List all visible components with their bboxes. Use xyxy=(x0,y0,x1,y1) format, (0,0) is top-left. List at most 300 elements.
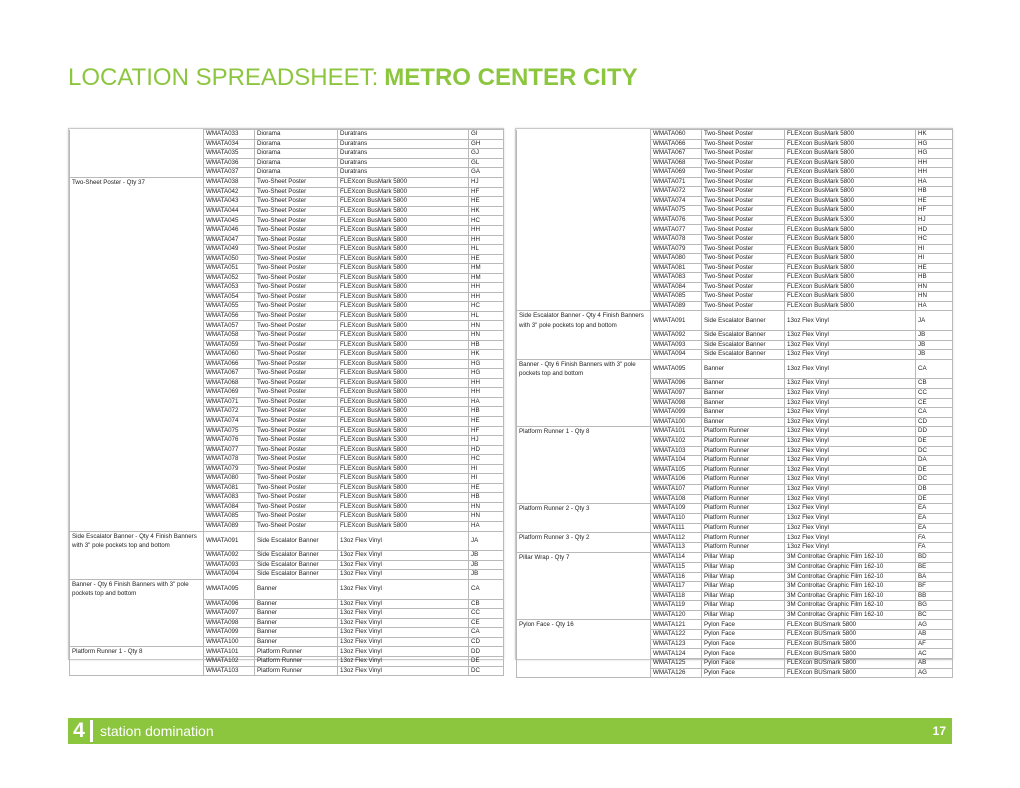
table-row xyxy=(517,484,953,494)
group-cell xyxy=(70,254,204,264)
id-cell: WMATA119 xyxy=(651,601,702,611)
material-cell: FLEXcon BUSmark 5800 xyxy=(785,659,916,669)
type-cell: Two-Sheet Poster xyxy=(255,340,338,350)
table-row xyxy=(70,521,504,531)
id-cell: WMATA060 xyxy=(204,350,255,360)
material-cell: Duratrans xyxy=(338,130,469,140)
group-cell xyxy=(70,149,204,159)
id-cell: WMATA089 xyxy=(204,521,255,531)
id-cell: WMATA120 xyxy=(651,610,702,620)
page-title xyxy=(68,64,638,92)
group-cell xyxy=(70,168,204,178)
type-cell: Two-Sheet Poster xyxy=(255,512,338,522)
type-cell: Platform Runner xyxy=(702,475,785,485)
material-cell: 13oz Flex Vinyl xyxy=(785,331,916,341)
code-cell: JB xyxy=(469,560,504,570)
code-cell: GL xyxy=(469,158,504,168)
group-cell xyxy=(517,187,651,197)
type-cell: Side Escalator Banner xyxy=(255,531,338,551)
group-cell xyxy=(70,521,204,531)
code-cell: HN xyxy=(469,512,504,522)
type-cell: Banner xyxy=(702,379,785,389)
code-cell: HK xyxy=(916,130,953,140)
type-cell: Two-Sheet Poster xyxy=(255,302,338,312)
id-cell: WMATA035 xyxy=(204,149,255,159)
group-cell xyxy=(70,436,204,446)
table-row xyxy=(517,659,953,669)
group-cell: Banner - Qty 6 Finish Banners with 3" pole pockets top and bottom xyxy=(70,579,204,599)
section-number: 4 xyxy=(73,719,85,742)
id-cell: WMATA084 xyxy=(651,282,702,292)
type-cell: Pillar Wrap xyxy=(702,582,785,592)
group-cell xyxy=(70,657,204,667)
type-cell: Banner xyxy=(255,628,338,638)
material-cell: 13oz Flex Vinyl xyxy=(785,340,916,350)
table-row xyxy=(517,254,953,264)
code-cell: BF xyxy=(916,582,953,592)
table-row xyxy=(70,647,504,657)
code-cell: JB xyxy=(916,331,953,341)
group-cell xyxy=(70,158,204,168)
id-cell: WMATA069 xyxy=(651,168,702,178)
code-cell: HA xyxy=(469,521,504,531)
table-row xyxy=(517,523,953,533)
id-cell: WMATA046 xyxy=(204,226,255,236)
type-cell: Diorama xyxy=(255,139,338,149)
code-cell: FA xyxy=(916,543,953,553)
material-cell: 13oz Flex Vinyl xyxy=(785,484,916,494)
id-cell: WMATA083 xyxy=(204,493,255,503)
type-cell: Two-Sheet Poster xyxy=(255,397,338,407)
type-cell: Two-Sheet Poster xyxy=(255,177,338,187)
material-cell: 3M Controltac Graphic Film 162-10 xyxy=(785,601,916,611)
code-cell: BB xyxy=(916,591,953,601)
id-cell: WMATA077 xyxy=(204,445,255,455)
material-cell: FLEXcon BusMark 5800 xyxy=(338,416,469,426)
id-cell: WMATA044 xyxy=(204,206,255,216)
group-cell xyxy=(70,388,204,398)
material-cell: FLEXcon BusMark 5800 xyxy=(338,235,469,245)
id-cell: WMATA123 xyxy=(651,639,702,649)
id-cell: WMATA080 xyxy=(204,474,255,484)
code-cell: HA xyxy=(916,177,953,187)
id-cell: WMATA106 xyxy=(651,475,702,485)
table-row xyxy=(70,599,504,609)
group-cell: Platform Runner 2 - Qty 3 xyxy=(517,504,651,514)
id-cell: WMATA078 xyxy=(204,455,255,465)
id-cell: WMATA037 xyxy=(204,168,255,178)
table-row xyxy=(70,551,504,561)
group-cell xyxy=(70,628,204,638)
table-row xyxy=(517,263,953,273)
group-cell: Platform Runner 1 - Qty 8 xyxy=(70,647,204,657)
code-cell: HM xyxy=(469,273,504,283)
material-cell: FLEXcon BusMark 5800 xyxy=(785,282,916,292)
type-cell: Two-Sheet Poster xyxy=(702,215,785,225)
code-cell: CA xyxy=(469,628,504,638)
id-cell: WMATA072 xyxy=(204,407,255,417)
type-cell: Banner xyxy=(255,618,338,628)
type-cell: Banner xyxy=(255,599,338,609)
group-cell: Two-Sheet Poster - Qty 37 xyxy=(70,177,204,187)
material-cell: FLEXcon BusMark 5800 xyxy=(338,197,469,207)
type-cell: Pillar Wrap xyxy=(702,610,785,620)
section-label: station domination xyxy=(100,723,214,739)
group-cell xyxy=(517,514,651,524)
group-cell xyxy=(70,139,204,149)
code-cell: HH xyxy=(469,388,504,398)
code-cell: HE xyxy=(469,254,504,264)
code-cell: HB xyxy=(469,407,504,417)
id-cell: WMATA084 xyxy=(204,502,255,512)
table-row xyxy=(70,216,504,226)
type-cell: Side Escalator Banner xyxy=(702,311,785,331)
material-cell: 13oz Flex Vinyl xyxy=(785,417,916,427)
spreadsheet-table-right xyxy=(516,129,953,678)
code-cell: HL xyxy=(469,245,504,255)
table-row xyxy=(70,436,504,446)
group-cell xyxy=(70,130,204,140)
group-cell xyxy=(517,301,651,311)
code-cell: HH xyxy=(469,235,504,245)
code-cell: HG xyxy=(469,359,504,369)
material-cell: 3M Controltac Graphic Film 162-10 xyxy=(785,572,916,582)
table-row xyxy=(517,139,953,149)
code-cell: HH xyxy=(469,378,504,388)
table-row xyxy=(70,397,504,407)
code-cell: CB xyxy=(469,599,504,609)
code-cell: BC xyxy=(916,610,953,620)
id-cell: WMATA100 xyxy=(204,637,255,647)
type-cell: Pylon Face xyxy=(702,639,785,649)
code-cell: HH xyxy=(916,168,953,178)
code-cell: DE xyxy=(916,494,953,504)
material-cell: FLEXcon BusMark 5800 xyxy=(338,521,469,531)
group-cell xyxy=(517,130,651,140)
code-cell: FA xyxy=(916,533,953,543)
type-cell: Two-Sheet Poster xyxy=(255,264,338,274)
code-cell: HG xyxy=(916,139,953,149)
group-cell xyxy=(517,225,651,235)
group-cell xyxy=(517,523,651,533)
code-cell: CD xyxy=(916,417,953,427)
table-row xyxy=(517,168,953,178)
type-cell: Two-Sheet Poster xyxy=(702,139,785,149)
table-row xyxy=(517,552,953,562)
code-cell: CB xyxy=(916,379,953,389)
id-cell: WMATA066 xyxy=(204,359,255,369)
material-cell: 13oz Flex Vinyl xyxy=(338,637,469,647)
code-cell: HE xyxy=(469,197,504,207)
type-cell: Banner xyxy=(702,398,785,408)
table-row xyxy=(70,350,504,360)
code-cell: CC xyxy=(916,388,953,398)
group-cell xyxy=(517,446,651,456)
table-row xyxy=(517,282,953,292)
type-cell: Pylon Face xyxy=(702,630,785,640)
code-cell: HM xyxy=(469,264,504,274)
material-cell: FLEXcon BusMark 5800 xyxy=(338,321,469,331)
id-cell: WMATA102 xyxy=(204,657,255,667)
group-cell xyxy=(70,637,204,647)
id-cell: WMATA098 xyxy=(651,398,702,408)
id-cell: WMATA057 xyxy=(204,321,255,331)
material-cell: 13oz Flex Vinyl xyxy=(338,579,469,599)
material-cell: FLEXcon BusMark 5800 xyxy=(785,139,916,149)
id-cell: WMATA085 xyxy=(204,512,255,522)
group-cell xyxy=(70,445,204,455)
code-cell: DB xyxy=(916,484,953,494)
id-cell: WMATA034 xyxy=(204,139,255,149)
id-cell: WMATA093 xyxy=(204,560,255,570)
footer-divider xyxy=(90,720,93,742)
id-cell: WMATA077 xyxy=(651,225,702,235)
group-cell xyxy=(70,321,204,331)
material-cell: 13oz Flex Vinyl xyxy=(785,494,916,504)
code-cell: HH xyxy=(469,283,504,293)
id-cell: WMATA102 xyxy=(651,437,702,447)
type-cell: Diorama xyxy=(255,158,338,168)
table-row xyxy=(70,618,504,628)
group-cell xyxy=(70,369,204,379)
table-row xyxy=(517,196,953,206)
id-cell: WMATA091 xyxy=(651,311,702,331)
id-cell: WMATA116 xyxy=(651,572,702,582)
group-cell xyxy=(517,484,651,494)
material-cell: FLEXcon BusMark 5800 xyxy=(338,359,469,369)
type-cell: Two-Sheet Poster xyxy=(255,245,338,255)
material-cell: FLEXcon BusMark 5800 xyxy=(338,464,469,474)
id-cell: WMATA126 xyxy=(651,668,702,678)
group-cell xyxy=(70,197,204,207)
code-cell: HC xyxy=(469,302,504,312)
group-cell xyxy=(70,216,204,226)
table-row xyxy=(517,572,953,582)
table-row xyxy=(70,321,504,331)
id-cell: WMATA056 xyxy=(204,311,255,321)
group-cell xyxy=(517,149,651,159)
group-cell xyxy=(70,206,204,216)
material-cell: FLEXcon BusMark 5800 xyxy=(338,216,469,226)
group-cell xyxy=(517,572,651,582)
material-cell: 13oz Flex Vinyl xyxy=(338,599,469,609)
table-row xyxy=(70,426,504,436)
type-cell: Platform Runner xyxy=(255,647,338,657)
type-cell: Platform Runner xyxy=(702,484,785,494)
id-cell: WMATA033 xyxy=(204,130,255,140)
type-cell: Platform Runner xyxy=(702,523,785,533)
code-cell: AB xyxy=(916,630,953,640)
material-cell: 13oz Flex Vinyl xyxy=(338,647,469,657)
group-cell: Side Escalator Banner - Qty 4 Finish Banners with 3" pole pockets top and bottom xyxy=(70,531,204,551)
material-cell: FLEXcon BusMark 5800 xyxy=(338,226,469,236)
code-cell: DE xyxy=(916,465,953,475)
code-cell: HB xyxy=(916,187,953,197)
material-cell: FLEXcon BusMark 5800 xyxy=(338,177,469,187)
code-cell: HK xyxy=(469,206,504,216)
material-cell: 3M Controltac Graphic Film 162-10 xyxy=(785,582,916,592)
material-cell: FLEXcon BusMark 5800 xyxy=(785,244,916,254)
id-cell: WMATA122 xyxy=(651,630,702,640)
table-row xyxy=(70,445,504,455)
code-cell: HE xyxy=(469,483,504,493)
type-cell: Banner xyxy=(702,388,785,398)
id-cell: WMATA099 xyxy=(651,408,702,418)
type-cell: Pylon Face xyxy=(702,649,785,659)
id-cell: WMATA113 xyxy=(651,543,702,553)
material-cell: 13oz Flex Vinyl xyxy=(785,359,916,379)
type-cell: Two-Sheet Poster xyxy=(702,196,785,206)
group-cell xyxy=(70,378,204,388)
table-row xyxy=(70,331,504,341)
table-row xyxy=(70,407,504,417)
id-cell: WMATA071 xyxy=(204,397,255,407)
material-cell: FLEXcon BusMark 5800 xyxy=(338,187,469,197)
group-cell xyxy=(517,408,651,418)
material-cell: FLEXcon BusMark 5800 xyxy=(338,245,469,255)
code-cell: AG xyxy=(916,620,953,630)
table-row xyxy=(70,657,504,667)
id-cell: WMATA125 xyxy=(651,659,702,669)
code-cell: BG xyxy=(916,601,953,611)
id-cell: WMATA103 xyxy=(204,666,255,676)
id-cell: WMATA096 xyxy=(204,599,255,609)
id-cell: WMATA101 xyxy=(651,427,702,437)
group-cell xyxy=(70,359,204,369)
type-cell: Two-Sheet Poster xyxy=(255,321,338,331)
type-cell: Two-Sheet Poster xyxy=(255,273,338,283)
type-cell: Two-Sheet Poster xyxy=(255,187,338,197)
id-cell: WMATA101 xyxy=(204,647,255,657)
type-cell: Platform Runner xyxy=(702,465,785,475)
code-cell: HI xyxy=(916,254,953,264)
material-cell: 13oz Flex Vinyl xyxy=(785,523,916,533)
type-cell: Side Escalator Banner xyxy=(702,331,785,341)
type-cell: Two-Sheet Poster xyxy=(702,263,785,273)
table-row xyxy=(517,187,953,197)
material-cell: 13oz Flex Vinyl xyxy=(785,543,916,553)
id-cell: WMATA097 xyxy=(651,388,702,398)
code-cell: JB xyxy=(916,350,953,360)
group-cell xyxy=(70,235,204,245)
type-cell: Two-Sheet Poster xyxy=(255,388,338,398)
code-cell: HA xyxy=(469,397,504,407)
type-cell: Two-Sheet Poster xyxy=(702,206,785,216)
group-cell xyxy=(517,158,651,168)
group-cell xyxy=(70,302,204,312)
group-cell xyxy=(517,177,651,187)
group-cell xyxy=(70,455,204,465)
table-row xyxy=(517,668,953,678)
id-cell: WMATA108 xyxy=(651,494,702,504)
type-cell: Two-Sheet Poster xyxy=(702,149,785,159)
table-row xyxy=(517,158,953,168)
type-cell: Platform Runner xyxy=(702,427,785,437)
table-row xyxy=(70,206,504,216)
code-cell: JB xyxy=(469,551,504,561)
table-row xyxy=(517,427,953,437)
material-cell: FLEXcon BusMark 5300 xyxy=(785,215,916,225)
id-cell: WMATA081 xyxy=(651,263,702,273)
table-row xyxy=(517,639,953,649)
material-cell: FLEXcon BusMark 5800 xyxy=(338,292,469,302)
type-cell: Two-Sheet Poster xyxy=(255,197,338,207)
group-cell xyxy=(517,168,651,178)
material-cell: FLEXcon BusMark 5800 xyxy=(338,283,469,293)
group-cell xyxy=(517,610,651,620)
id-cell: WMATA112 xyxy=(651,533,702,543)
id-cell: WMATA111 xyxy=(651,523,702,533)
table-row xyxy=(70,455,504,465)
id-cell: WMATA093 xyxy=(651,340,702,350)
id-cell: WMATA075 xyxy=(651,206,702,216)
id-cell: WMATA079 xyxy=(204,464,255,474)
id-cell: WMATA117 xyxy=(651,582,702,592)
type-cell: Two-Sheet Poster xyxy=(255,331,338,341)
table-row xyxy=(517,235,953,245)
group-cell xyxy=(70,599,204,609)
code-cell: DE xyxy=(916,437,953,447)
type-cell: Side Escalator Banner xyxy=(702,340,785,350)
group-cell xyxy=(517,417,651,427)
code-cell: HI xyxy=(469,464,504,474)
type-cell: Platform Runner xyxy=(702,504,785,514)
material-cell: FLEXcon BusMark 5800 xyxy=(338,493,469,503)
material-cell: FLEXcon BusMark 5800 xyxy=(338,445,469,455)
id-cell: WMATA110 xyxy=(651,514,702,524)
group-cell xyxy=(517,254,651,264)
type-cell: Platform Runner xyxy=(702,456,785,466)
group-cell: Pillar Wrap - Qty 7 xyxy=(517,552,651,562)
id-cell: WMATA097 xyxy=(204,609,255,619)
code-cell: HC xyxy=(469,216,504,226)
type-cell: Two-Sheet Poster xyxy=(255,226,338,236)
id-cell: WMATA100 xyxy=(651,417,702,427)
code-cell: BD xyxy=(916,552,953,562)
group-cell xyxy=(70,292,204,302)
type-cell: Platform Runner xyxy=(702,514,785,524)
id-cell: WMATA092 xyxy=(204,551,255,561)
material-cell: FLEXcon BusMark 5800 xyxy=(785,187,916,197)
type-cell: Side Escalator Banner xyxy=(255,560,338,570)
group-cell xyxy=(70,551,204,561)
code-cell: HH xyxy=(469,292,504,302)
table-row xyxy=(517,350,953,360)
material-cell: Duratrans xyxy=(338,158,469,168)
table-row xyxy=(517,591,953,601)
type-cell: Pylon Face xyxy=(702,668,785,678)
group-cell xyxy=(517,630,651,640)
type-cell: Platform Runner xyxy=(702,446,785,456)
table-row xyxy=(70,264,504,274)
type-cell: Side Escalator Banner xyxy=(702,350,785,360)
id-cell: WMATA104 xyxy=(651,456,702,466)
table-row xyxy=(70,531,504,551)
group-cell xyxy=(517,494,651,504)
code-cell: DC xyxy=(916,446,953,456)
material-cell: 13oz Flex Vinyl xyxy=(338,628,469,638)
id-cell: WMATA094 xyxy=(204,570,255,580)
code-cell: CE xyxy=(916,398,953,408)
type-cell: Side Escalator Banner xyxy=(255,570,338,580)
type-cell: Two-Sheet Poster xyxy=(702,177,785,187)
group-cell xyxy=(517,437,651,447)
id-cell: WMATA069 xyxy=(204,388,255,398)
table-row xyxy=(517,494,953,504)
id-cell: WMATA047 xyxy=(204,235,255,245)
material-cell: FLEXcon BusMark 5800 xyxy=(785,177,916,187)
code-cell: GA xyxy=(469,168,504,178)
